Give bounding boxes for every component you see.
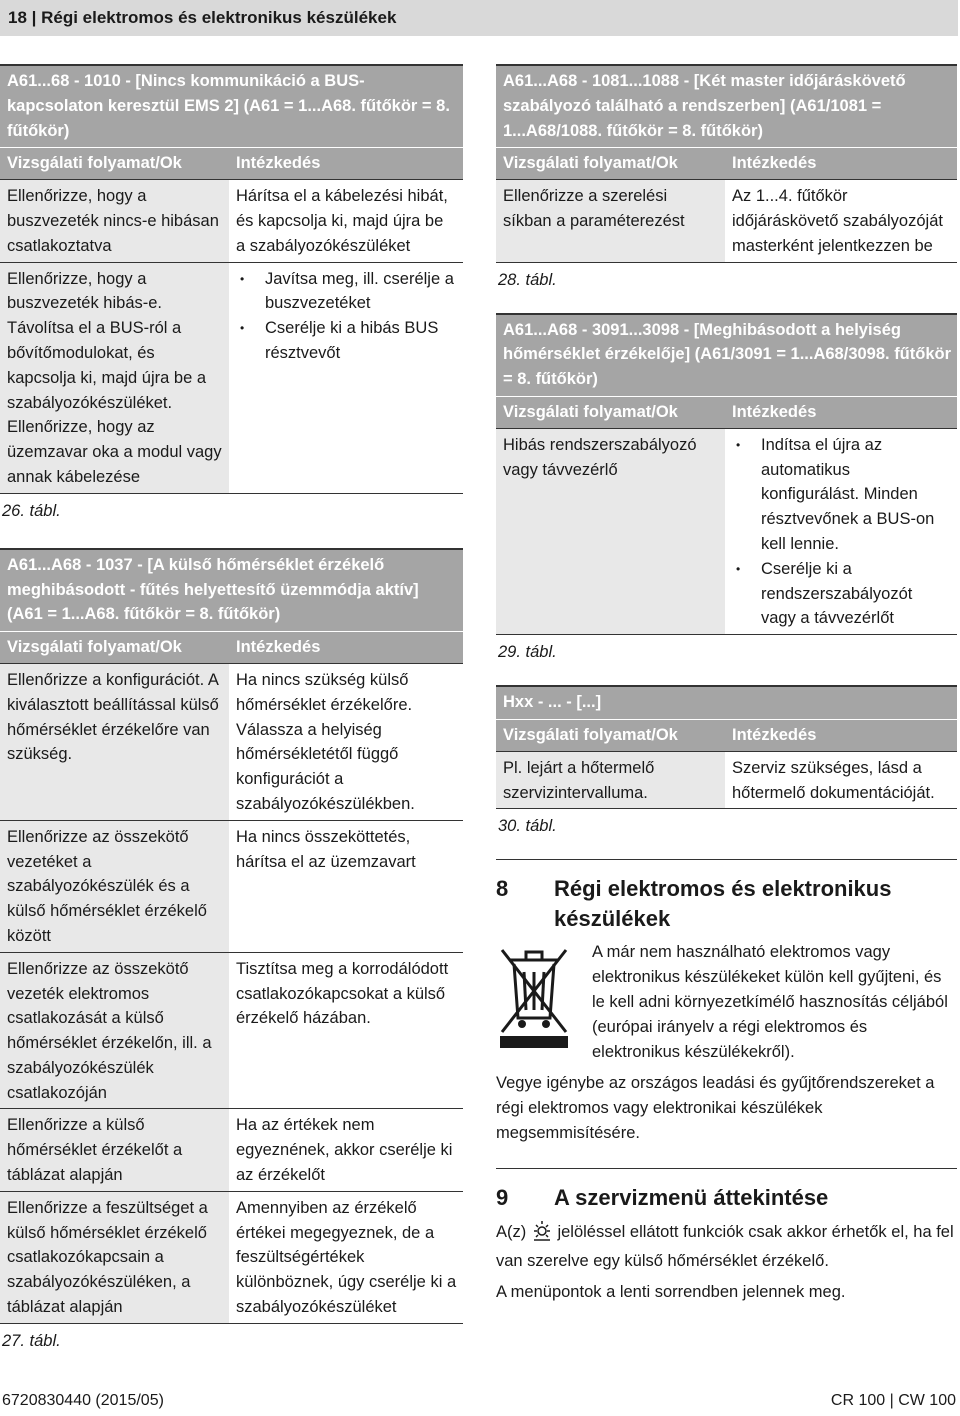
list-item: • Cserélje ki a rendszerszabályozót vagy a távvezérlőt <box>732 557 951 631</box>
table-title: Hxx - ... - [...] <box>496 685 957 719</box>
col-header-check: Vizsgálati folyamat/Ok <box>0 148 229 180</box>
col-header-check: Vizsgálati folyamat/Ok <box>496 148 725 180</box>
section-8-text: A már nem használható elektromos vagy elektronikus készülékeket külön kell gyűjteni, és le kell adni környezetkímélő hasznosítás céljából (európai irányelv a régi elektromos és elektronikus készülékekről). <box>592 943 948 1062</box>
left-column <box>0 64 463 1352</box>
table-row: Hibás rendszerszabályozó vagy távvezérlő • Indítsa el újra az automatikus konfigurálást. Minden résztvevőnek a BUS-on kell lennie. • Cserélje ki a rendszerszabályozót vagy a távvezérlőt <box>496 428 957 634</box>
table-26 <box>0 64 463 522</box>
col-header-check: Vizsgálati folyamat/Ok <box>496 719 725 751</box>
section-9-text-2: A menüpontok a lenti sorrendben jelennek meg. <box>496 1283 846 1302</box>
table-caption: 26. tábl. <box>2 501 61 520</box>
table-row: Ellenőrizze a feszültséget a külső hőmérséklet érzékelő csatlakozókapcsain a szabályozókészüléken, a táblázat alapján Amennyiben az érzékelő értékei megegyeznek, de a feszültségértékek különböznek, úgy cserélje ki a szabályozókészüléket <box>0 1191 463 1323</box>
table-row: Ellenőrizze az összekötő vezeték elektromos csatlakozását a külső hőmérséklet érzékelőn, ill. a szabályozókészülék csatlakozóján Tisztítsa meg a korrodálódott csatlakozókapcsokat a külső érzékelő házában. <box>0 952 463 1109</box>
section-9-text: A(z) jelöléssel ellátott funkciók csak akkor érhetők el, ha fel van szerelve egy külső hőmérséklet érzékelő. <box>496 1219 957 1274</box>
col-header-check: Vizsgálati folyamat/Ok <box>0 632 229 664</box>
table-28 <box>496 64 957 291</box>
table-caption: 27. tábl. <box>2 1331 61 1350</box>
table-row: Ellenőrizze a szerelési síkban a paraméterezést Az 1...4. fűtőkör időjáráskövető szabályozóját masterként jelentkezzen be <box>496 180 957 262</box>
crossed-bin-icon <box>496 940 592 1065</box>
col-header-action: Intézkedés <box>229 148 463 180</box>
page-header: 18 | Régi elektromos és elektronikus készülékek <box>0 0 958 36</box>
table-30 <box>496 685 957 837</box>
list-item: • Indítsa el újra az automatikus konfigurálást. Minden résztvevőnek a BUS-on kell lennie. <box>732 433 951 557</box>
table-row: Pl. lejárt a hőtermelő szervizintervalluma. Szerviz szükséges, lásd a hőtermelő dokumentációját. <box>496 751 957 809</box>
list-item: • Cserélje ki a hibás BUS résztvevőt <box>236 316 457 366</box>
sun-icon <box>531 1219 553 1249</box>
col-header-action: Intézkedés <box>725 148 957 180</box>
table-row: Ellenőrizze, hogy a buszvezeték nincs-e hibásan csatlakoztatva Hárítsa el a kábelezési hibát, és kapcsolja ki, majd újra be a szabályozókészüléket <box>0 180 463 262</box>
table-title: A61...68 - 1010 - [Nincs kommunikáció a BUS-kapcsolaton keresztül EMS 2] (A61 = 1...A68. fűtőkör = 8. fűtőkör) <box>0 64 463 147</box>
footer-doc-number: 6720830440 (2015/05) <box>2 1392 164 1409</box>
table-title: A61...A68 - 3091...3098 - [Meghibásodott a helyiség hőmérséklet érzékelője] (A61/3091 = 1...A68/3098. fűtőkör = 8. fűtőkör) <box>496 313 957 396</box>
col-header-action: Intézkedés <box>725 719 957 751</box>
table-caption: 30. tábl. <box>498 817 557 836</box>
section-8 <box>496 859 957 1146</box>
table-title: A61...A68 - 1081...1088 - [Két master időjáráskövető szabályozó található a rendszerben] (A61/1081 = 1...A68/1088. fűtőkör = 8. fűtőkör) <box>496 64 957 147</box>
table-row: Ellenőrizze a konfigurációt. A kiválasztott beállítással külső hőmérséklet érzékelőre van szükség. Ha nincs szükség külső hőmérséklet érzékelőre. Válassza a helyiség hőmérsékletétől függő konfigurációt a szabályozókészülékben. <box>0 663 463 820</box>
table-29 <box>496 313 957 664</box>
table-caption: 29. tábl. <box>498 643 557 662</box>
table-caption: 28. tábl. <box>498 270 557 289</box>
section-heading: 8 Régi elektromos és elektronikus készülékek <box>496 876 892 932</box>
table-row: Ellenőrizze az összekötő vezetéket a szabályozókészülék és a külső hőmérséklet érzékelő között Ha nincs összeköttetés, hárítsa el az üzemzavart <box>0 820 463 952</box>
right-column <box>496 64 957 1305</box>
section-9 <box>496 1168 957 1305</box>
col-header-action: Intézkedés <box>725 396 957 428</box>
table-title: A61...A68 - 1037 - [A külső hőmérséklet érzékelő meghibásodott - fűtés helyettesítő üzemmódja aktív] (A61 = 1...A68. fűtőkör = 8. fűtőkör) <box>0 548 463 631</box>
section-heading: 9 A szervizmenü áttekintése <box>496 1185 829 1211</box>
col-header-action: Intézkedés <box>229 632 463 664</box>
list-item: • Javítsa meg, ill. cserélje a buszvezetéket <box>236 267 457 317</box>
table-27 <box>0 548 463 1352</box>
col-header-check: Vizsgálati folyamat/Ok <box>496 396 725 428</box>
section-8-text-2: Vegye igénybe az országos leadási és gyűjtőrendszereket a régi elektromos vagy elektronikai készülékek megsemmisítésére. <box>496 1074 935 1143</box>
table-row: Ellenőrizze, hogy a buszvezeték hibás-e. Távolítsa el a BUS-ról a bővítőmodulokat, és kapcsolja ki, majd újra be a szabályozókészüléket. Ellenőrizze, hogy az üzemzavar oka a modul vagy annak kábelezése • Javítsa meg, ill. cserélje a buszvezetéket • Cserélje ki a hibás BUS résztvevőt <box>0 262 463 493</box>
footer-product: CR 100 | CW 100 <box>830 1392 956 1409</box>
table-row: Ellenőrizze a külső hőmérséklet érzékelőt a táblázat alapján Ha az értékek nem egyeznének, akkor cserélje ki az érzékelőt <box>0 1109 463 1191</box>
